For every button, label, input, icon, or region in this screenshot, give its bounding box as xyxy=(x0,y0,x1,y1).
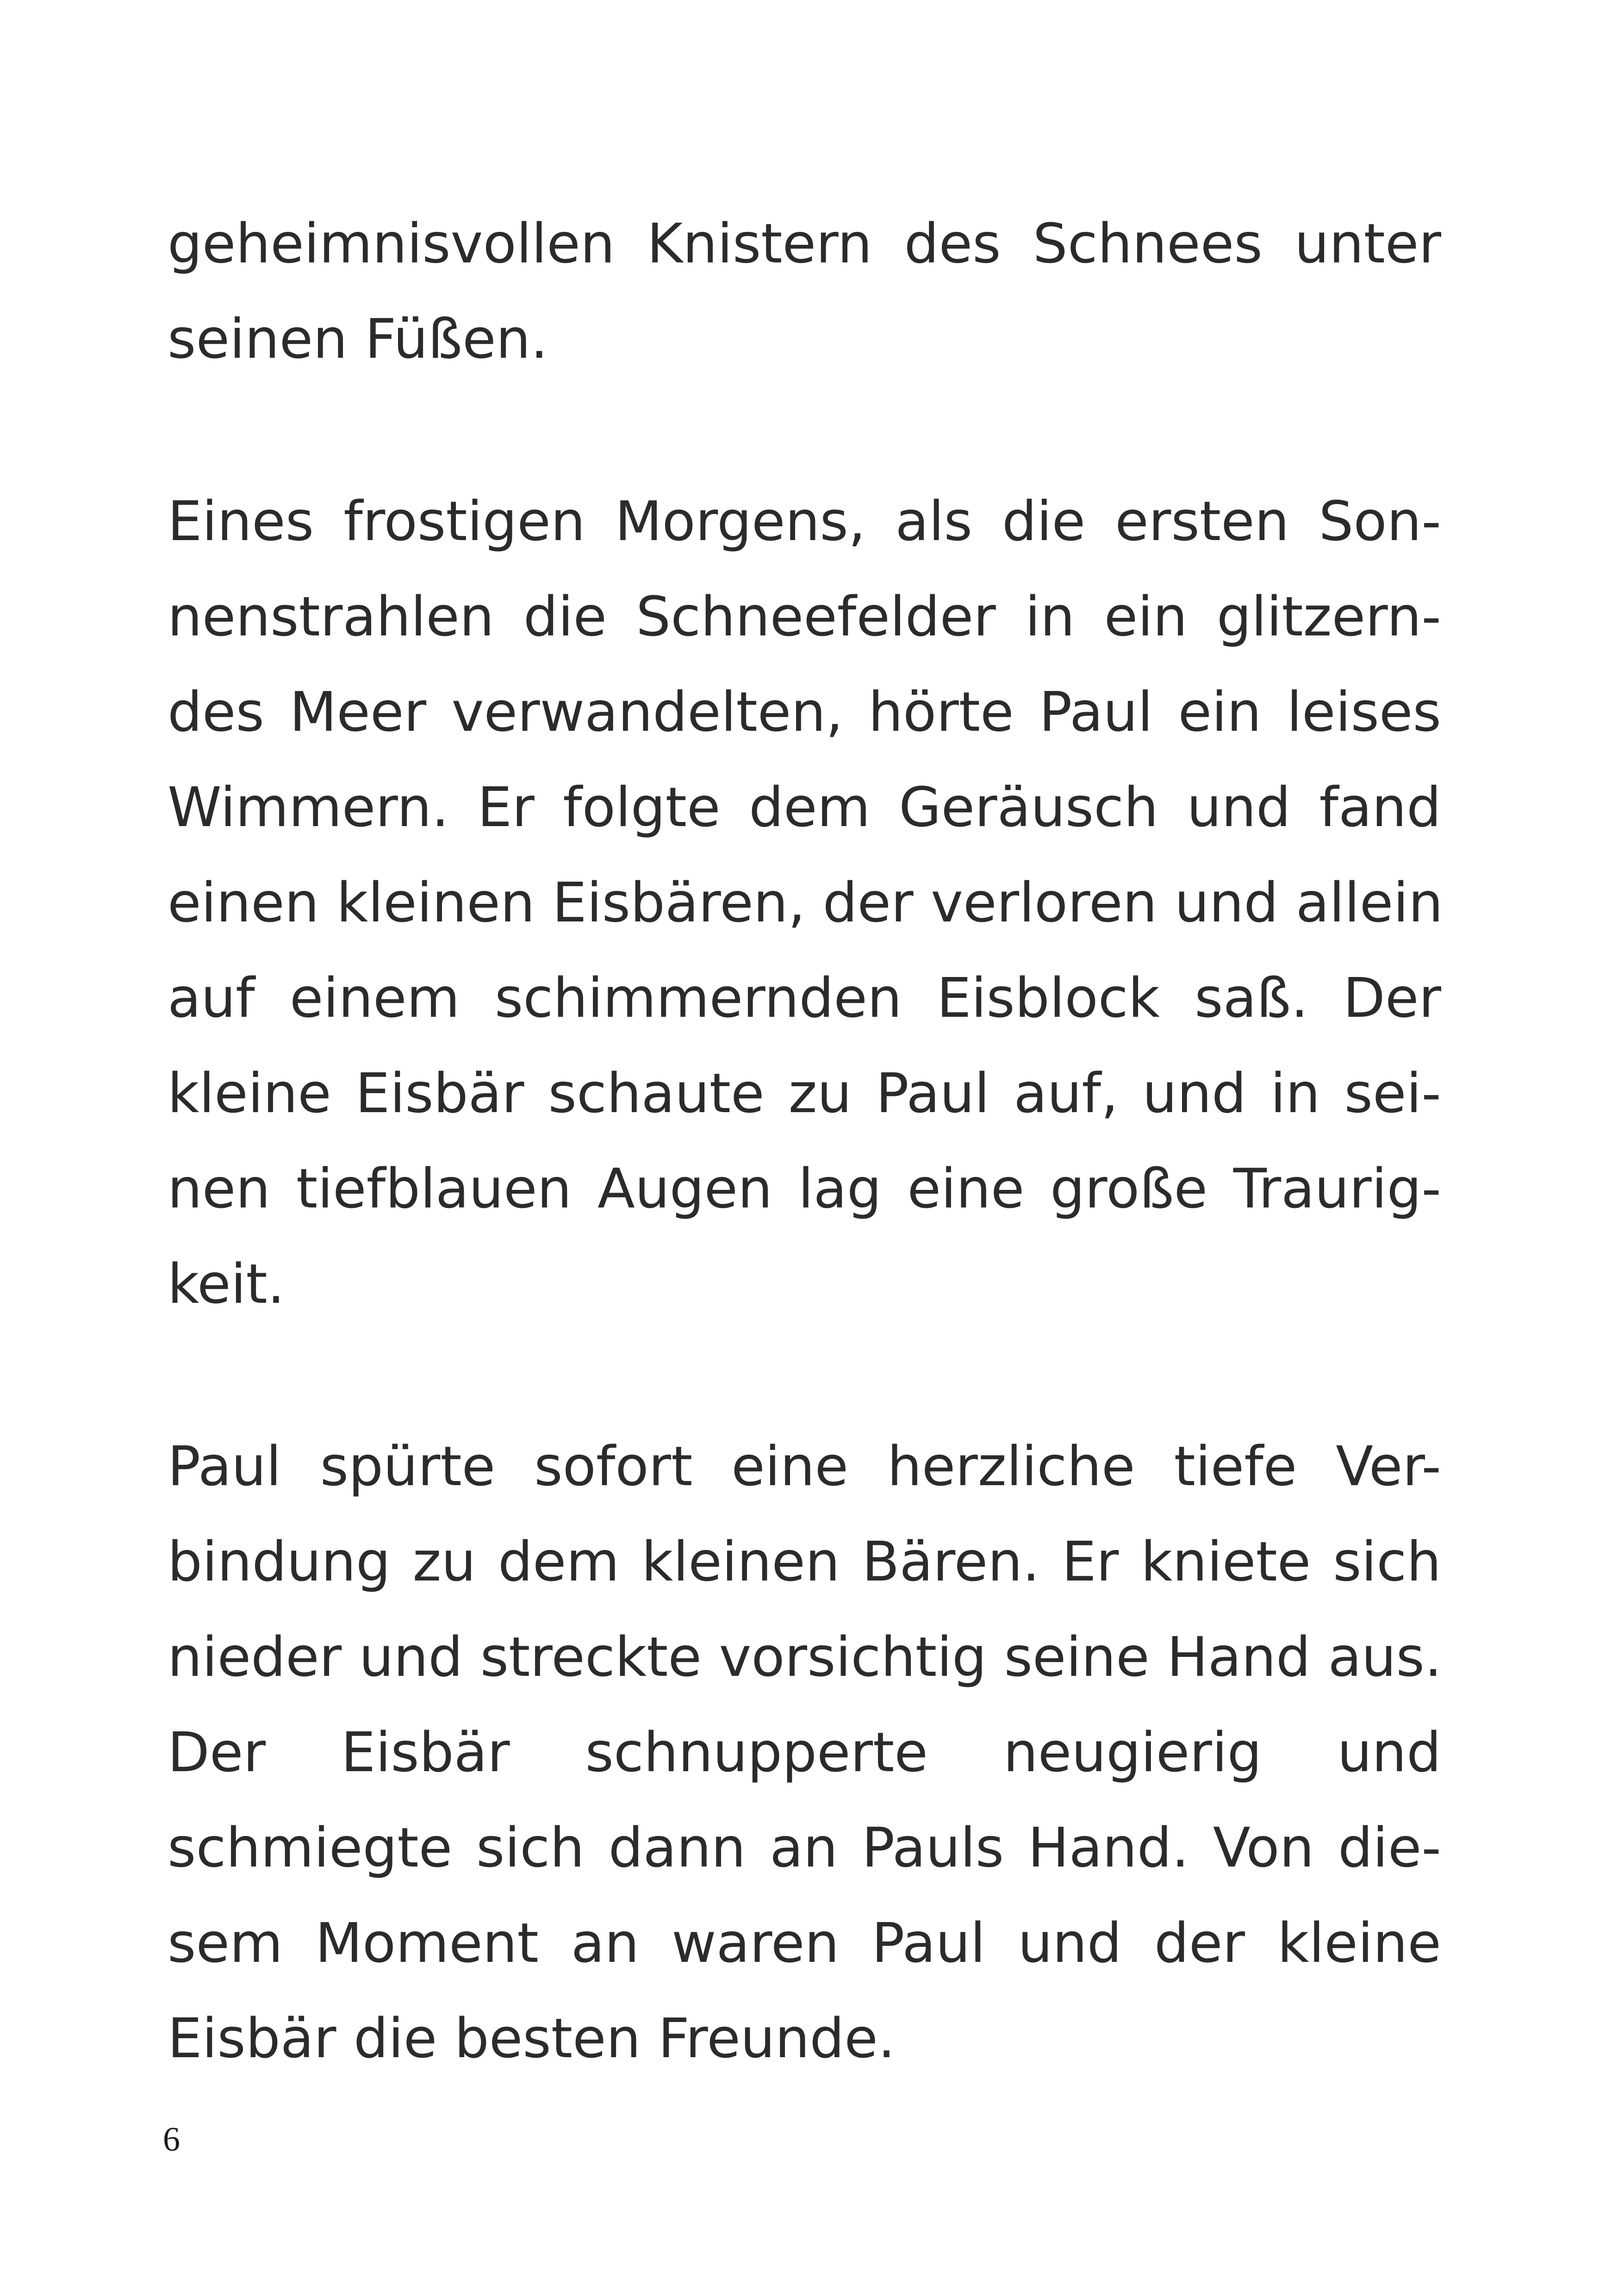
text-line: Paul spürte sofort eine herzliche tiefe Ver- xyxy=(168,1434,1441,1498)
page-number: 6 xyxy=(163,2121,180,2159)
text-line: Wimmern. Er folgte dem Geräusch und fand xyxy=(168,775,1441,839)
text-line: bindung zu dem kleinen Bären. Er kniete sich xyxy=(168,1530,1441,1593)
text-line: geheimnisvollen Knistern des Schnees unter xyxy=(168,212,1441,275)
text-line: Eisbär die besten Freunde. xyxy=(168,2006,896,2070)
text-line: Der Eisbär schnupperte neugierig und xyxy=(168,1720,1441,1784)
text-line: nenstrahlen die Schneefelder in ein glitzern- xyxy=(168,585,1441,648)
text-line: auf einem schimmernden Eisblock saß. Der xyxy=(168,966,1441,1030)
text-line: Eines frostigen Morgens, als die ersten Son- xyxy=(168,489,1441,553)
text-line: einen kleinen Eisbären, der verloren und allein xyxy=(168,871,1443,934)
text-line: nen tiefblauen Augen lag eine große Traurig- xyxy=(168,1157,1441,1220)
text-line: des Meer verwandelten, hörte Paul ein leises xyxy=(168,680,1441,744)
text-line: schmiegte sich dann an Pauls Hand. Von die- xyxy=(168,1816,1441,1879)
text-line: sem Moment an waren Paul und der kleine xyxy=(168,1911,1441,1975)
text-line: nieder und streckte vorsichtig seine Hand aus. xyxy=(168,1625,1442,1689)
text-line: kleine Eisbär schaute zu Paul auf, und in sei- xyxy=(168,1061,1441,1125)
text-line: keit. xyxy=(168,1252,285,1316)
text-line: seinen Füßen. xyxy=(168,307,548,371)
